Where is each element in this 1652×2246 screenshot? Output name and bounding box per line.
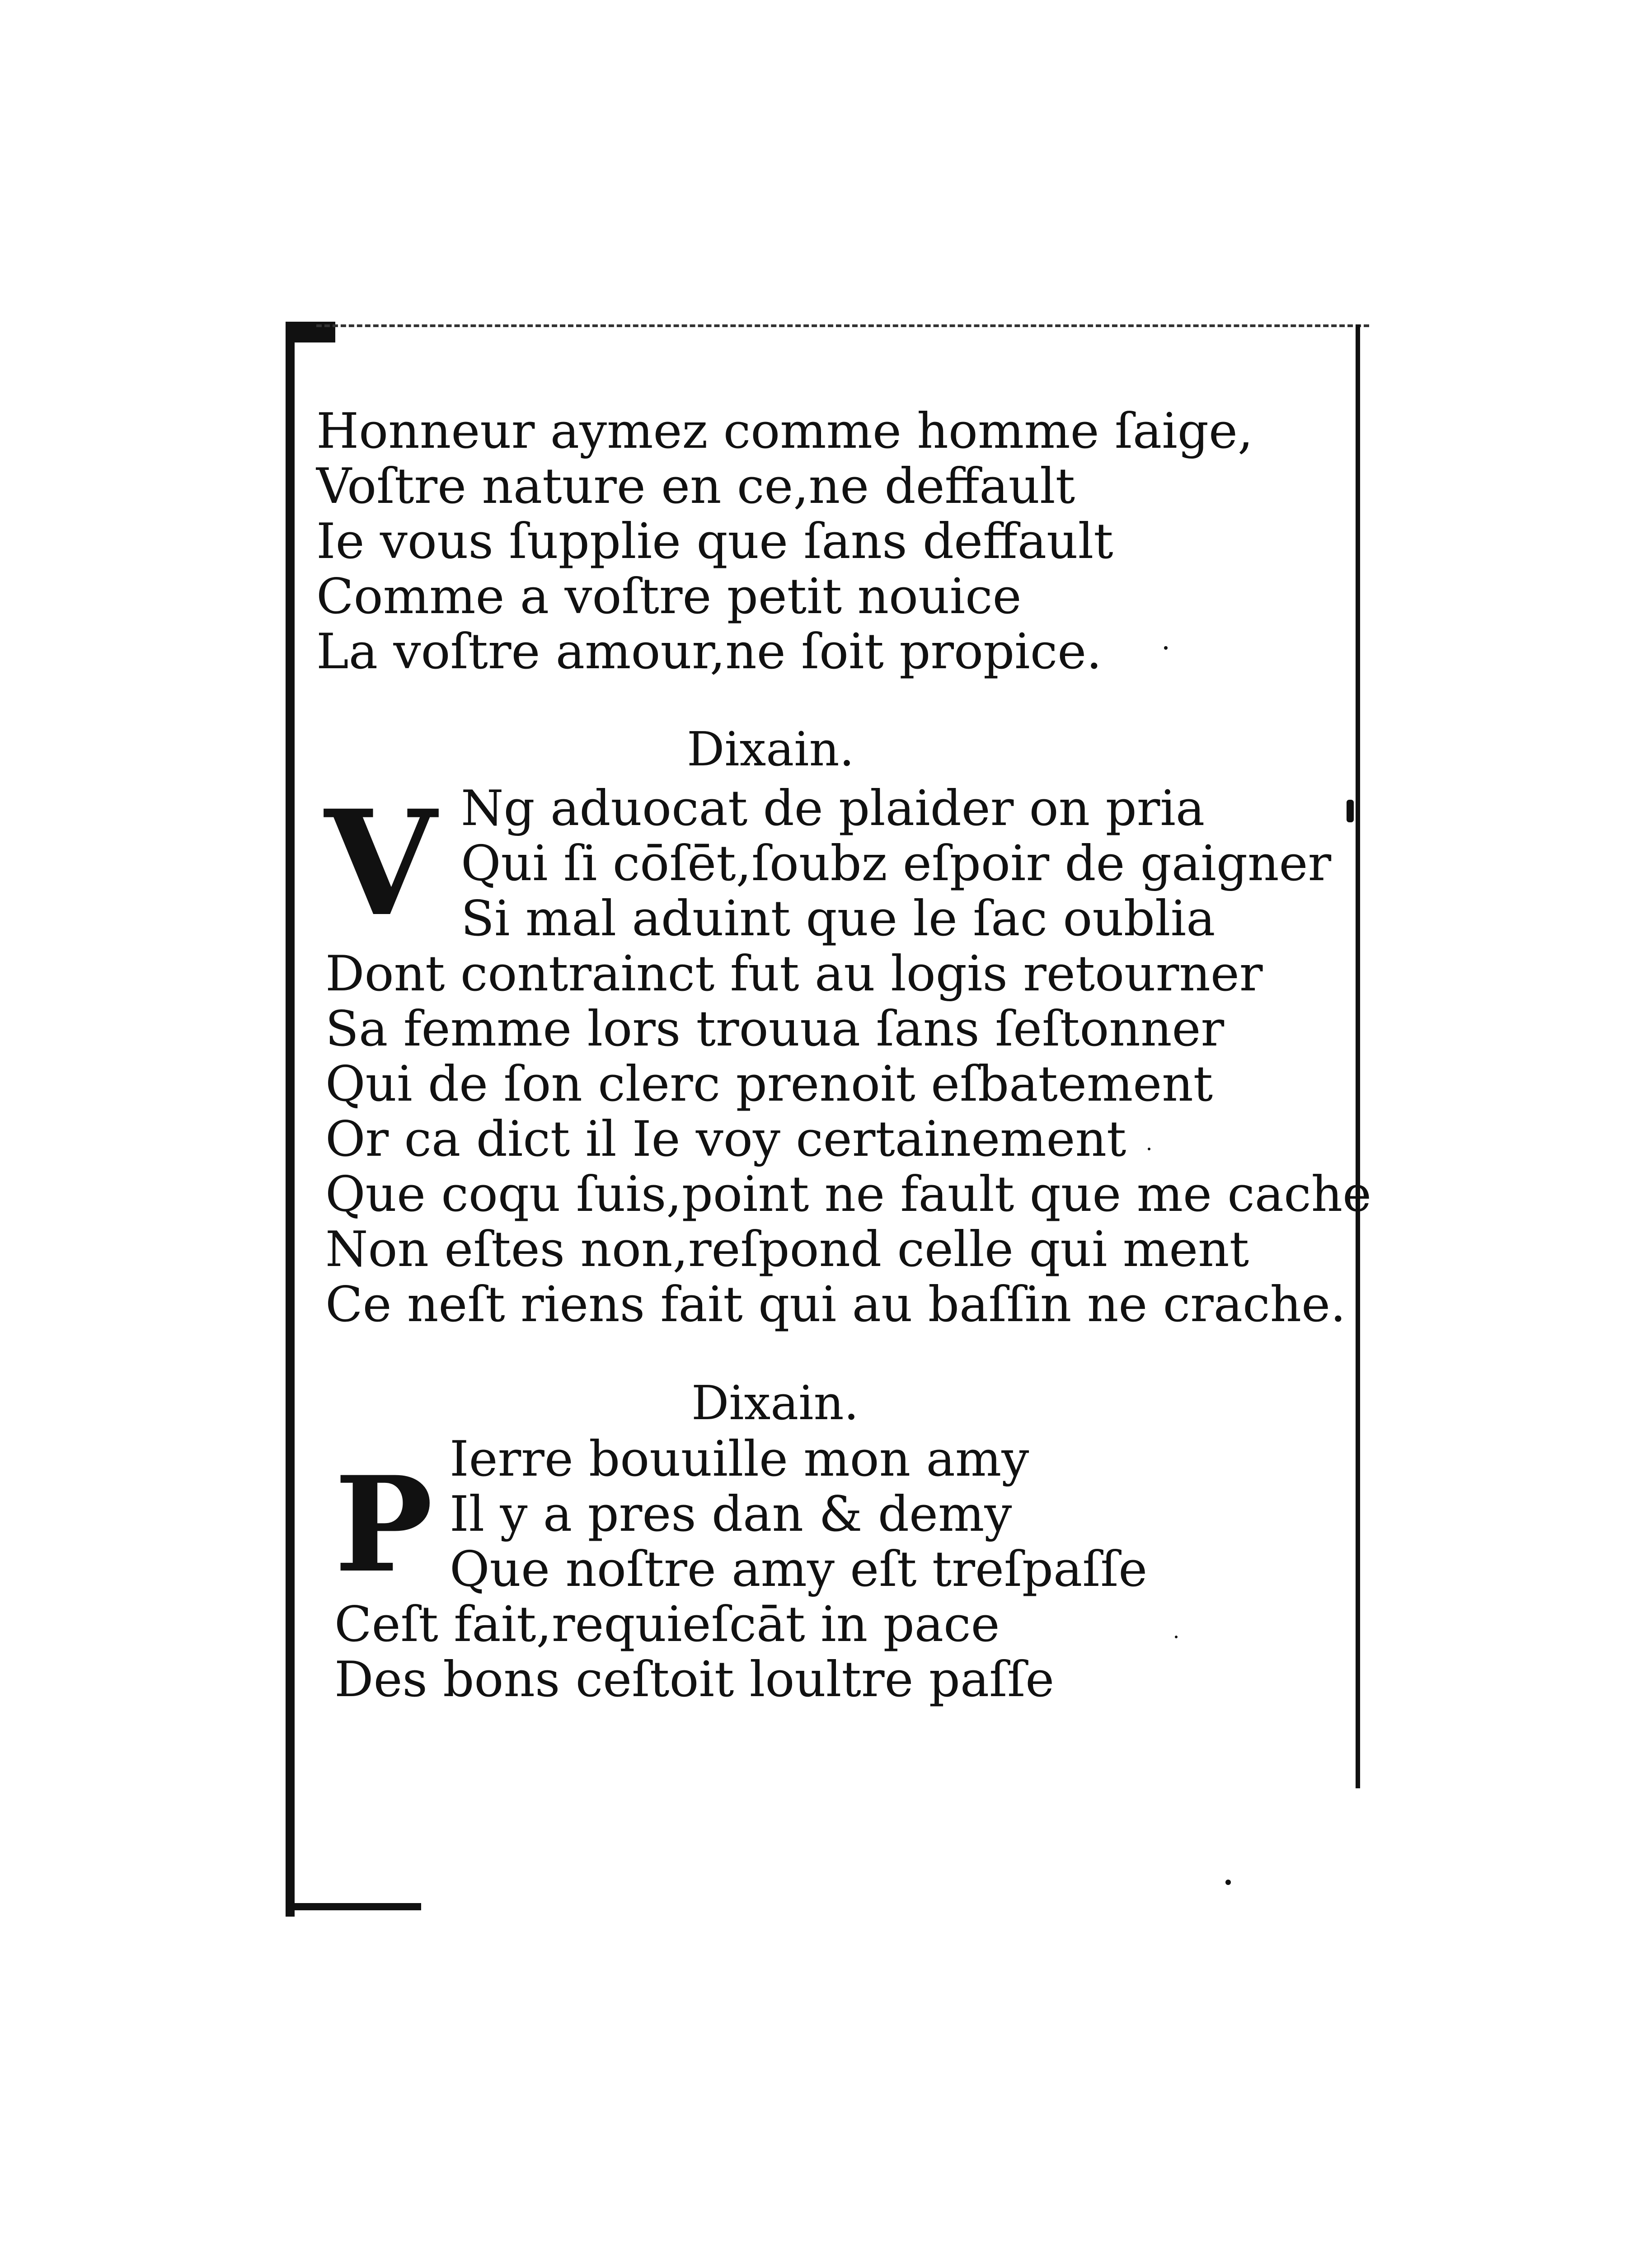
page-frame-right-rule [1356, 324, 1360, 1788]
verse-line: Qui de ſon clerc prenoit eſbatement [325, 1056, 1213, 1112]
verse-line: Ie vous ſupplie que ſans deffault [316, 513, 1113, 570]
verse-line: Voſtre nature en ce,ne deffault [316, 458, 1075, 515]
page-frame-top-rule [316, 324, 1369, 327]
verse-line: Qui ſi cōſēt,ſoubz eſpoir de gaigner [461, 835, 1332, 892]
ink-speck [1148, 1148, 1150, 1150]
ink-speck [1164, 646, 1168, 650]
drop-cap-v: V [324, 779, 437, 948]
section-heading: Dixain. [687, 722, 854, 777]
verse-line: Sa femme lors trouua ſans ſeſtonner [325, 1001, 1225, 1057]
section-heading: Dixain. [691, 1375, 859, 1430]
ink-speck [1347, 800, 1354, 822]
verse-line: Que coqu ſuis,point ne fault que me cache [325, 1166, 1372, 1223]
verse-line: Des bons ceſtoit loultre paſſe [334, 1651, 1055, 1708]
verse-line: Il y a pres dan & demy [450, 1486, 1012, 1543]
verse-line: Or ca dict il Ie voy certainement [325, 1111, 1126, 1168]
verse-line: Dont contrainct fut au logis retourner [325, 946, 1263, 1002]
verse-line: Ng aduocat de plaider on pria [461, 780, 1205, 837]
page-frame-left-rule [286, 322, 295, 1917]
verse-line: Si mal aduint que le ſac oublia [461, 891, 1216, 947]
page-frame-bottom-rule [286, 1903, 421, 1910]
verse-line: Honneur aymez comme homme ſaige, [316, 403, 1253, 460]
verse-line: Ce neſt riens fait qui au baſſin ne crache. [325, 1276, 1346, 1333]
verse-line: Que noſtre amy eſt treſpaſſe [450, 1541, 1148, 1598]
drop-cap-p: P [334, 1448, 433, 1602]
ink-speck [1225, 1880, 1231, 1885]
verse-line: Ierre bouuille mon amy [450, 1431, 1029, 1487]
verse-line: Non eſtes non,reſpond celle qui ment [325, 1221, 1249, 1278]
verse-line: La voſtre amour,ne ſoit propice. [316, 624, 1102, 680]
verse-line: Comme a voſtre petit nouice [316, 568, 1022, 625]
verse-line: Ceſt fait,requieſcāt in pace [334, 1596, 1000, 1653]
ink-speck [1175, 1636, 1178, 1638]
